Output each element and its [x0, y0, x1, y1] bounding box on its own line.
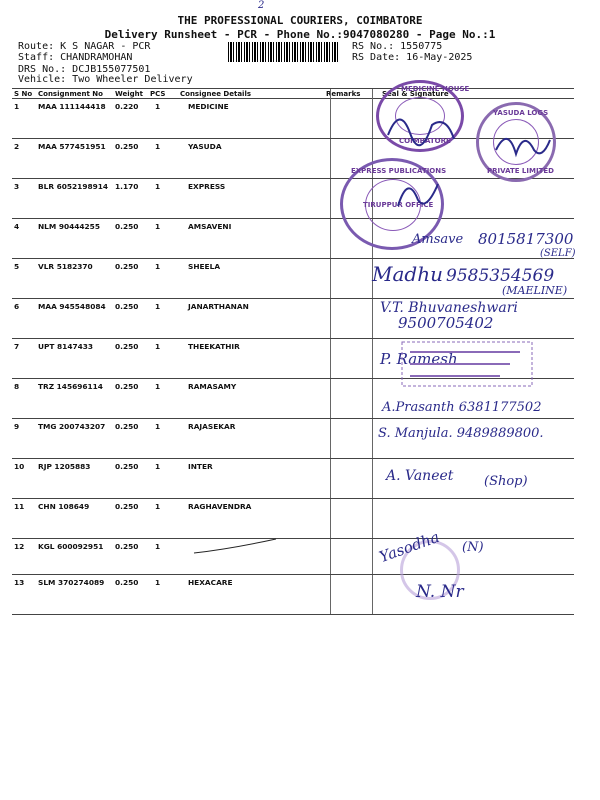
pcs-cell: 1 [155, 142, 161, 151]
weight-cell: 0.250 [115, 342, 139, 351]
handwriting-row11-note: (Shop) [484, 474, 528, 489]
weight-cell: 0.250 [115, 502, 139, 511]
consignment-cell: BLR 6052198914 [38, 182, 109, 191]
details-cell: EXPRESS [188, 182, 226, 191]
col-consignment: Consignment No [38, 90, 103, 98]
stamp-text-bottom: PRIVATE LIMITED [487, 167, 554, 175]
handwriting-row5-phone: 9585354569 [446, 266, 555, 286]
sno-cell: 9 [14, 422, 20, 431]
row-divider [12, 498, 574, 499]
consignment-cell: TMG 200743207 [38, 422, 106, 431]
consignment-cell: RJP 1205883 [38, 462, 91, 471]
consignment-cell: VLR 5182370 [38, 262, 93, 271]
weight-cell: 0.220 [115, 102, 139, 111]
handwriting-row7-name: P. Ramesh [380, 350, 458, 368]
stamp-text-top: MEDICINE HOUSE [401, 85, 470, 93]
stamp-text-top: EXPRESS PUBLICATIONS [351, 167, 447, 175]
weight-cell: 0.250 [115, 578, 139, 587]
pcs-cell: 1 [155, 182, 161, 191]
row-divider [12, 258, 574, 259]
handwriting-row11-sign: A. Vaneet [386, 468, 454, 484]
handwriting-row4-note: (SELF) [540, 248, 576, 259]
stamp-text-bottom: COIMBATORE [399, 137, 451, 145]
barcode [228, 42, 340, 62]
handwriting-row13: N. Nr [416, 582, 464, 602]
details-cell: YASUDA [188, 142, 222, 151]
row-divider [12, 218, 574, 219]
sno-cell: 4 [14, 222, 20, 231]
handwriting-row9: A.Prasanth 6381177502 [382, 400, 542, 415]
handwriting-row4-phone: 8015817300 [478, 230, 574, 248]
sno-cell: 1 [14, 102, 20, 111]
handwriting-row6-phone: 9500705402 [398, 314, 494, 332]
table-row [12, 180, 572, 220]
sno-cell: 8 [14, 382, 20, 391]
col-sno: S No [14, 90, 33, 98]
signature-row-1 [380, 95, 490, 155]
signature-row-3 [390, 170, 450, 220]
details-cell: SHEELA [188, 262, 221, 271]
consignment-cell: NLM 90444255 [38, 222, 100, 231]
sno-cell: 13 [14, 578, 25, 587]
sno-cell: 11 [14, 502, 25, 511]
rs-date: RS Date: 16-May-2025 [352, 52, 473, 63]
stamp-text-top: YASUDA LOGS [493, 109, 549, 117]
col-seal-signature: Seal & Signature [382, 90, 449, 98]
tamil-office-stamp [400, 340, 540, 390]
details-cell: RAJASEKAR [188, 422, 236, 431]
handwriting-row5-name: Madhu [372, 262, 443, 286]
details-cell: MEDICINE [188, 102, 229, 111]
col-pcs: PCS [150, 90, 166, 98]
pcs-cell: 1 [155, 262, 161, 271]
weight-cell: 0.250 [115, 302, 139, 311]
consignment-cell: TRZ 145696114 [38, 382, 103, 391]
pcs-cell: 1 [155, 382, 161, 391]
col-remarks: Remarks [326, 90, 361, 98]
handwriting-row10: S. Manjula. 9489889800. [378, 426, 544, 441]
pcs-cell: 1 [155, 422, 161, 431]
table-row [12, 576, 572, 616]
consignment-cell: UPT 8147433 [38, 342, 94, 351]
consignment-cell: KGL 600092951 [38, 542, 104, 551]
stamp-text-middle: TIRUPPUR OFFICE [363, 201, 434, 209]
sno-cell: 5 [14, 262, 20, 271]
pcs-cell: 1 [155, 578, 161, 587]
weight-cell: 1.170 [115, 182, 139, 191]
row-divider [12, 338, 574, 339]
details-cell: AMSAVENI [188, 222, 232, 231]
route-text: Route: K S NAGAR - PCR [18, 41, 151, 52]
details-cell: JANARTHANAN [188, 302, 249, 311]
pcs-cell: 1 [155, 302, 161, 311]
drs-number: DRS No.: DCJB155077501 [18, 64, 151, 75]
row-divider [12, 178, 574, 179]
col-weight: Weight [115, 90, 143, 98]
details-cell: INTER [188, 462, 213, 471]
rs-number: RS No.: 1550775 [352, 41, 443, 52]
details-cell: RAMASAMY [188, 382, 237, 391]
pcs-cell: 1 [155, 502, 161, 511]
sno-cell: 2 [14, 142, 20, 151]
sno-cell: 7 [14, 342, 20, 351]
vehicle-text: Vehicle: Two Wheeler Delivery [18, 74, 193, 85]
consignment-cell: MAA 111144418 [38, 102, 106, 111]
details-cell: HEXACARE [188, 578, 233, 587]
details-cell: THEEKATHIR [188, 342, 240, 351]
consignment-cell: CHN 108649 [38, 502, 90, 511]
handwriting-row12-note: (N) [462, 540, 484, 555]
pcs-cell: 1 [155, 102, 161, 111]
handwriting-row12-name: Yasodha [376, 527, 442, 567]
weight-cell: 0.250 [115, 262, 139, 271]
runsheet-title: Delivery Runsheet - PCR - Phone No.:9047080280 - Page No.:1 [104, 28, 496, 41]
sno-cell: 3 [14, 182, 20, 191]
table-bottom-rule [12, 614, 574, 615]
weight-cell: 0.250 [115, 382, 139, 391]
consignment-cell: SLM 370274089 [38, 578, 105, 587]
weight-cell: 0.250 [115, 542, 139, 551]
company-title: THE PROFESSIONAL COURIERS, COIMBATORE [177, 14, 423, 27]
sno-cell: 6 [14, 302, 20, 311]
weight-cell: 0.250 [115, 462, 139, 471]
staff-text: Staff: CHANDRAMOHAN [18, 52, 133, 63]
row-divider [12, 458, 574, 459]
table-top-rule [12, 88, 574, 89]
pcs-cell: 1 [155, 542, 161, 551]
table-row [12, 500, 572, 540]
handwriting-row6-name: V.T. Bhuvaneshwari [380, 300, 518, 316]
pcs-cell: 1 [155, 342, 161, 351]
weight-cell: 0.250 [115, 142, 139, 151]
details-cell: RAGHAVENDRA [188, 502, 252, 511]
sno-cell: 12 [14, 542, 25, 551]
pcs-cell: 1 [155, 222, 161, 231]
row-divider [12, 574, 574, 575]
col-details: Consignee Details [180, 90, 252, 98]
handwriting-row5-note: (MAELINE) [502, 284, 568, 297]
consignment-cell: MAA 945548084 [38, 302, 106, 311]
weight-cell: 0.250 [115, 222, 139, 231]
sno-cell: 10 [14, 462, 25, 471]
weight-cell: 0.250 [115, 422, 139, 431]
row12-scribble [190, 535, 290, 565]
row-divider [12, 418, 574, 419]
row-divider [12, 538, 574, 539]
row-divider [12, 298, 574, 299]
top-page-mark: 2 [258, 0, 265, 11]
consignment-cell: MAA 577451951 [38, 142, 106, 151]
pcs-cell: 1 [155, 462, 161, 471]
signature-row-2 [490, 120, 560, 170]
handwriting-row4-name: Amsave [412, 232, 464, 247]
